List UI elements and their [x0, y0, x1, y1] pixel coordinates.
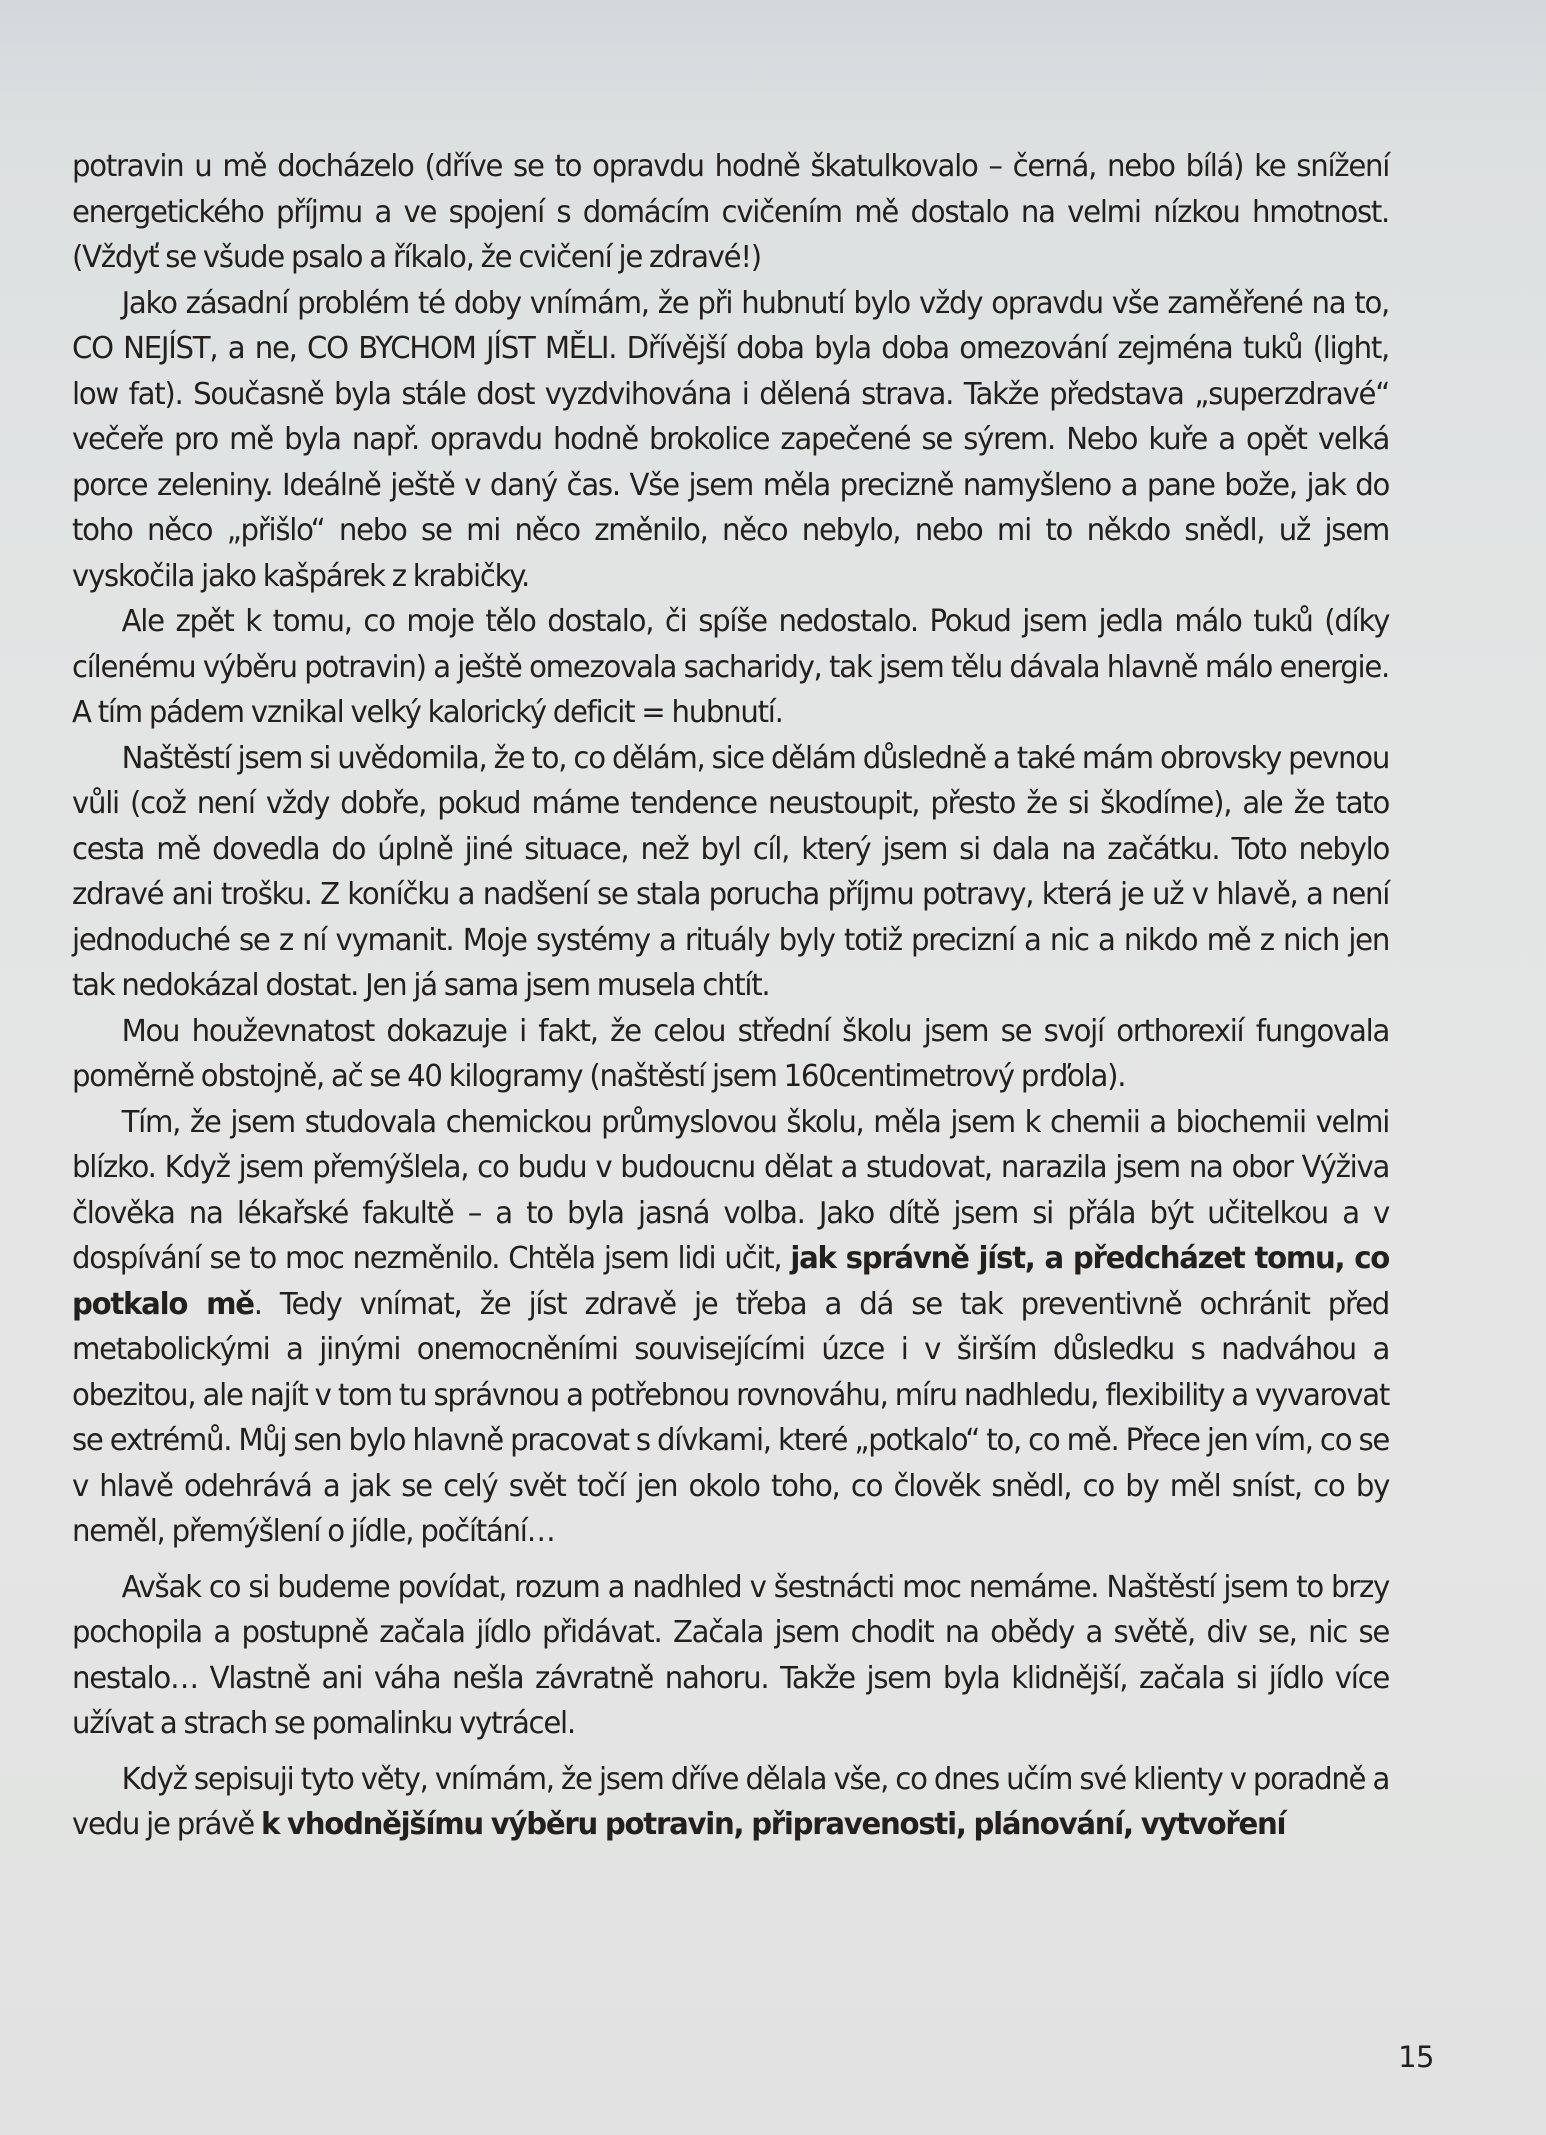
- page-number: 15: [1398, 2040, 1434, 2074]
- paragraph-1: potravin u mě docházelo (dříve se to opravdu hodně škatulkovalo – černá, nebo bílá) ke snížení energetického příjmu a ve spojení s domácím cvičením mě dostalo na velmi nízkou hmotnost. (Vždyť se všude psalo a říkalo, že cvičení je zdravé!): [72, 149, 1390, 275]
- paragraph-6-text-before-bold: Tím, že jsem studovala chemickou průmyslovou školu, měla jsem k chemii a biochemii velmi blízko. Když jsem přemýšlela, co budu v budoucnu dělat a studovat, narazila jsem na obor Výživa člověka na lékařské fakultě – a to byla jasná volba. Jako dítě jsem si přála být učitelkou a v dospívání se to moc nezměnilo. Chtěla jsem lidi učit,: [72, 1104, 1390, 1276]
- body-text: [72, 144, 1389, 1848]
- paragraph-5: Mou houževnatost dokazuje i fakt, že celou střední školu jsem se svojí orthorexií fungovala poměrně obstojně, ač se 40 kilogramy (naštěstí jsem 160centimetrový prďola).: [72, 1013, 1390, 1094]
- paragraph-6: [72, 1100, 1389, 1555]
- paragraph-8-bold-text: k vhodnějšímu výběru potravin, připravenosti, plánování, vytvoření: [261, 1807, 1286, 1842]
- paragraph-8: [72, 1757, 1389, 1848]
- paragraph-3: Ale zpět k tomu, co moje tělo dostalo, či spíše nedostalo. Pokud jsem jedla málo tuků (díky cílenému výběru potravin) a ještě omezovala sacharidy, tak jsem tělu dávala hlavně málo energie. A tím pádem vznikal velký kalorický deficit = hubnutí.: [72, 604, 1390, 730]
- paragraph-7: Avšak co si budeme povídat, rozum a nadhled v šestnácti moc nemáme. Naštěstí jsem to brzy pochopila a postupně začala jídlo přidávat. Začala jsem chodit na obědy a světě, div se, nic se nestalo… Vlastně ani váha nešla závratně nahoru. Takže jsem byla klidnější, začala si jídlo více užívat a strach se pomalinku vytrácel.: [72, 1569, 1390, 1741]
- paragraph-6-text-after-bold: . Tedy vnímat, že jíst zdravě je třeba a dá se tak preventivně ochránit před metabolickými a jinými onemocněními souvisejícími úzce i v širším důsledku s nadváhou a obezitou, ale najít v tom tu správnou a potřebnou rovnováhu, míru nadhledu, flexibility a vyvarovat se extrémů. Můj sen bylo hlavně pracovat s dívkami, které „potkalo“ to, co mě. Přece jen vím, co se v hlavě odehrává a jak se celý svět točí jen okolo toho, co člověk snědl, co by měl sníst, co by neměl, přemýšlení o jídle, počítání…: [72, 1286, 1390, 1549]
- paragraph-4: Naštěstí jsem si uvědomila, že to, co dělám, sice dělám důsledně a také mám obrovsky pevnou vůli (což není vždy dobře, pokud máme tendence neustoupit, přesto že si škodíme), ale že tato cesta mě dovedla do úplně jiné situace, než byl cíl, který jsem si dala na začátku. Toto nebylo zdravé ani trošku. Z koníčku a nadšení se stala porucha příjmu potravy, která je už v hlavě, a není jednoduché se z ní vymanit. Moje systémy a rituály byly totiž precizní a nic a nikdo mě z nich jen tak nedokázal dostat. Jen já sama jsem musela chtít.: [72, 740, 1390, 1003]
- paragraph-6-bold-text: jak správně jíst, a předcházet tomu, co potkalo mě: [72, 1241, 1390, 1322]
- paragraph-2: Jako zásadní problém té doby vnímám, že při hubnutí bylo vždy opravdu vše zaměřené na to, CO NEJÍST, a ne, CO BYCHOM JÍST MĚLI. Dřívější doba byla doba omezování zejména tuků (light, low fat). Současně byla stále dost vyzdvihována i dělená strava. Takže představa „superzdravé“ večeře pro mě byla např. opravdu hodně brokolice zapečené se sýrem. Nebo kuře a opět velká porce zeleniny. Ideálně ještě v daný čas. Vše jsem měla precizně namyšleno a pane bože, jak do toho něco „přišlo“ nebo se mi něco změnilo, něco nebylo, nebo mi to někdo snědl, už jsem vyskočila jako kašpárek z krabičky.: [72, 285, 1390, 594]
- paragraph-8-text-before-bold: Když sepisuji tyto věty, vnímám, že jsem dříve dělala vše, co dnes učím své klienty v poradně a vedu je právě: [72, 1761, 1390, 1842]
